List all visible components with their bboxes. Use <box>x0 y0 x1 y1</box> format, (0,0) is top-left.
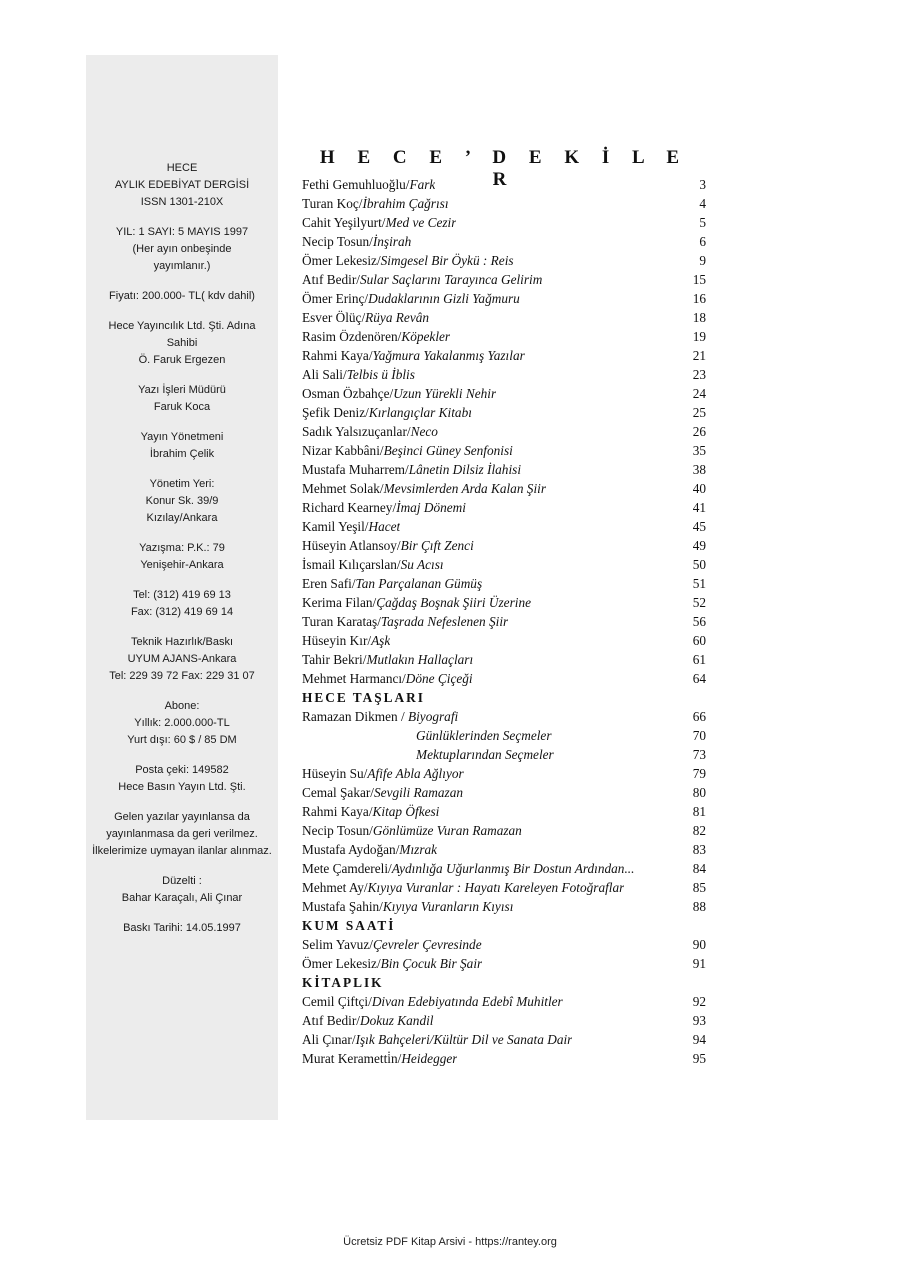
toc-entry-text <box>302 574 482 593</box>
toc-entry-text <box>302 707 458 726</box>
toc-author: Kamil Yeşil/ <box>302 519 369 534</box>
toc-work-title: Simgesel Bir Öykü : Reis <box>380 253 514 268</box>
toc-author: Mehmet Harmancı/ <box>302 671 406 686</box>
toc-entry <box>302 745 706 764</box>
toc-author: Murat Kerametti̇n/ <box>302 1051 402 1066</box>
toc-author: Kerima Filan/ <box>302 595 377 610</box>
toc-work-title: Divan Edebiyatında Edebî Muhitler <box>371 994 563 1009</box>
masthead-line: Konur Sk. 39/9 <box>145 495 219 507</box>
toc-entry-text <box>302 403 472 422</box>
toc-entry <box>302 327 706 346</box>
toc-work-title: Bin Çocuk Bir Şair <box>380 956 483 971</box>
toc-author: Hüseyin Atlansoy/ <box>302 538 401 553</box>
masthead <box>86 160 278 950</box>
toc-page-number: 91 <box>692 956 706 971</box>
toc-work-title: Med ve Cezir <box>385 215 457 230</box>
toc-work-title: Işık Bahçeleri/Kültür Dil ve Sanata Dair <box>355 1032 573 1047</box>
toc-entry <box>302 251 706 270</box>
toc-entry-text <box>302 612 508 631</box>
toc-entry <box>302 175 706 194</box>
toc-page-number: 95 <box>692 1051 706 1066</box>
toc-entry <box>302 612 706 631</box>
masthead-line: Faruk Koca <box>153 401 211 413</box>
masthead-line: Sahibi <box>166 337 198 349</box>
toc-author: İsmail Kılıçarslan/ <box>302 557 401 572</box>
toc-work-title: Afife Abla Ağlıyor <box>367 766 464 781</box>
toc-author: Osman Özbahçe/ <box>302 386 394 401</box>
masthead-line: Yayın Yönetmeni <box>140 431 224 443</box>
toc-author: Tahir Bekri/ <box>302 652 367 667</box>
toc-entry-text <box>302 1030 572 1049</box>
toc-page-number: 15 <box>692 272 706 287</box>
toc-entry <box>302 783 706 802</box>
toc-entry <box>302 726 706 745</box>
footer-note: Ücretsiz PDF Kitap Arsivi - https://rantey.org <box>343 1236 557 1248</box>
toc-work-title: Günlüklerinden Seçmeler <box>416 728 552 743</box>
toc-entry <box>302 897 706 916</box>
masthead-line: Düzelti : <box>162 875 202 887</box>
toc-entry <box>302 707 706 726</box>
toc-work-title: Uzun Yürekli Nehir <box>393 386 497 401</box>
toc-entry <box>302 289 706 308</box>
toc-author: Cemal Şakar/ <box>302 785 375 800</box>
masthead-block <box>86 873 278 907</box>
toc-work-title: Çevreler Çevresinde <box>372 937 482 952</box>
masthead-line: Yurt dışı: 60 $ / 85 DM <box>127 734 237 746</box>
toc-work-title: İmaj Dönemi <box>396 500 466 515</box>
toc-work-title: Yağmura Yakalanmış Yazılar <box>372 348 525 363</box>
toc-page-number: 45 <box>692 519 706 534</box>
toc-page-number: 93 <box>692 1013 706 1028</box>
masthead-line: HECE <box>166 162 198 174</box>
toc-entry-text <box>302 992 563 1011</box>
toc-entry-text <box>302 555 444 574</box>
toc-page-number: 3 <box>699 177 706 192</box>
toc-entry-text <box>302 631 390 650</box>
toc-page-number: 83 <box>692 842 706 857</box>
toc-author: Necip Tosun/ <box>302 823 373 838</box>
toc-author: Richard Kearney/ <box>302 500 397 515</box>
toc-page-number: 51 <box>692 576 706 591</box>
toc-page-number: 26 <box>692 424 706 439</box>
toc-work-title: İnşirah <box>372 234 412 249</box>
toc-entry <box>302 460 706 479</box>
toc-page-number: 90 <box>692 937 706 952</box>
toc-entry <box>302 935 706 954</box>
masthead-line: Hece Basın Yayın Ltd. Şti. <box>118 781 246 793</box>
toc-section-heading: KİTAPLIK <box>302 975 384 990</box>
toc-entry-text <box>302 536 474 555</box>
toc-entry-text <box>302 498 466 517</box>
toc-work-title: Çağdaş Boşnak Şiiri Üzerine <box>376 595 531 610</box>
toc-entry-text <box>302 251 514 270</box>
toc-entry-text <box>302 346 525 365</box>
toc-page-number: 52 <box>692 595 706 610</box>
toc-entry-text <box>302 460 521 479</box>
toc-work-title: Su Acısı <box>400 557 444 572</box>
toc-work-title: Biyografi <box>407 709 459 724</box>
toc-work-title: Dudaklarının Gizli Yağmuru <box>368 291 520 306</box>
toc-entry-text <box>302 764 464 783</box>
toc-page-number: 66 <box>692 709 706 724</box>
masthead-line: İbrahim Çelik <box>149 448 215 460</box>
toc-work-title: Taşrada Nefeslenen Şiir <box>380 614 509 629</box>
toc-work-title: Mektuplarından Seçmeler <box>416 747 554 762</box>
toc-author: Ömer Lekesiz/ <box>302 253 381 268</box>
toc-entry-text <box>302 1011 434 1030</box>
toc-entry <box>302 517 706 536</box>
masthead-line: yayımlanır.) <box>153 260 211 272</box>
toc-entry <box>302 555 706 574</box>
toc-entry-text <box>302 783 463 802</box>
toc-author: Mehmet Solak/ <box>302 481 384 496</box>
masthead-line: UYUM AJANS-Ankara <box>127 653 237 665</box>
masthead-block <box>86 160 278 211</box>
masthead-line: YIL: 1 SAYI: 5 MAYIS 1997 <box>115 226 249 238</box>
toc-author: Atıf Bedir/ <box>302 272 360 287</box>
masthead-line: Yönetim Yeri: <box>149 478 215 490</box>
toc-author: Rahmi Kaya/ <box>302 804 373 819</box>
masthead-line: Yazışma: P.K.: 79 <box>139 542 225 554</box>
toc-entry-text <box>302 859 634 878</box>
toc-entry <box>302 1030 706 1049</box>
toc-entry <box>302 593 706 612</box>
table-of-contents <box>302 175 706 1068</box>
toc-work-title: Tan Parçalanan Gümüş <box>355 576 483 591</box>
toc-entry-text <box>302 479 546 498</box>
toc-work-title: Kıyıya Vuranlar : Hayatı Kareleyen Fotoğraflar <box>367 880 625 895</box>
toc-page-number: 9 <box>699 253 706 268</box>
toc-entry <box>302 992 706 1011</box>
toc-page-number: 56 <box>692 614 706 629</box>
toc-author: Hüseyin Su/ <box>302 766 368 781</box>
toc-page-number: 80 <box>692 785 706 800</box>
toc-work-title: Beşinci Güney Senfonisi <box>383 443 513 458</box>
toc-page-number: 88 <box>692 899 706 914</box>
masthead-block <box>86 809 278 860</box>
masthead-line: (Her ayın onbeşinde <box>132 243 232 255</box>
toc-author: Mustafa Şahin/ <box>302 899 383 914</box>
toc-entry-text <box>302 327 450 346</box>
toc-entry-text <box>302 878 624 897</box>
toc-page-number: 50 <box>692 557 706 572</box>
toc-work-title: Lânetin Dilsiz İlahisi <box>408 462 522 477</box>
toc-page-number: 24 <box>692 386 706 401</box>
toc-entry <box>302 498 706 517</box>
toc-entry-text <box>302 669 473 688</box>
toc-section-heading: HECE TAŞLARI <box>302 690 425 705</box>
toc-page-number: 35 <box>692 443 706 458</box>
masthead-line: Baskı Tarihi: 14.05.1997 <box>123 922 241 934</box>
toc-page-number: 4 <box>699 196 706 211</box>
toc-entry-text <box>302 194 449 213</box>
toc-entry <box>302 954 706 973</box>
toc-entry-text <box>302 232 411 251</box>
toc-entry <box>302 821 706 840</box>
toc-page-number: 79 <box>692 766 706 781</box>
toc-page-number: 5 <box>699 215 706 230</box>
toc-entry <box>302 194 706 213</box>
masthead-line: Yazı İşleri Müdürü <box>138 384 226 396</box>
toc-work-title: Mızrak <box>399 842 438 857</box>
toc-author: Nizar Kabbâni/ <box>302 443 384 458</box>
toc-author: Ramazan Dikmen / <box>302 709 408 724</box>
masthead-line: Kızılay/Ankara <box>146 512 218 524</box>
toc-page-number: 61 <box>692 652 706 667</box>
toc-entry-text <box>302 175 435 194</box>
toc-page-number: 6 <box>699 234 706 249</box>
toc-page-number: 21 <box>692 348 706 363</box>
masthead-line: Tel: (312) 419 69 13 <box>133 589 231 601</box>
masthead-block <box>86 382 278 416</box>
toc-entry <box>302 479 706 498</box>
toc-page-number: 94 <box>692 1032 706 1047</box>
toc-work-title: Hacet <box>368 519 401 534</box>
toc-page-number: 18 <box>692 310 706 325</box>
toc-page-number: 25 <box>692 405 706 420</box>
masthead-block <box>86 698 278 749</box>
masthead-line: AYLIK EDEBİYAT DERGİSİ <box>114 179 250 191</box>
toc-page-number: 70 <box>692 728 706 743</box>
masthead-block <box>86 634 278 685</box>
toc-entry <box>302 346 706 365</box>
toc-author: Mustafa Aydoğan/ <box>302 842 400 857</box>
toc-entry-text <box>302 365 415 384</box>
toc-page-number: 85 <box>692 880 706 895</box>
toc-entry-text <box>302 422 438 441</box>
toc-author: Cemil Çiftçi/ <box>302 994 372 1009</box>
toc-entry-text <box>302 593 531 612</box>
masthead-block <box>86 224 278 275</box>
toc-author: Mustafa Muharrem/ <box>302 462 409 477</box>
masthead-line: Hece Yayıncılık Ltd. Şti. Adına <box>108 320 256 332</box>
toc-author: Rahmi Kaya/ <box>302 348 373 363</box>
masthead-line: ISSN 1301-210X <box>140 196 224 208</box>
toc-author: Selim Yavuz/ <box>302 937 373 952</box>
toc-entry <box>302 441 706 460</box>
toc-entry-text <box>302 650 473 669</box>
toc-entry-text <box>302 1049 457 1068</box>
toc-author: Rasim Özdenören/ <box>302 329 402 344</box>
masthead-block <box>86 920 278 937</box>
masthead-block <box>86 288 278 305</box>
masthead-block <box>86 318 278 369</box>
toc-author: Necip Tosun/ <box>302 234 373 249</box>
toc-entry <box>302 840 706 859</box>
toc-entry-text <box>302 821 522 840</box>
toc-work-title: Telbis ü İblis <box>346 367 415 382</box>
toc-entry <box>302 232 706 251</box>
toc-entry <box>302 213 706 232</box>
toc-entry <box>302 1049 706 1068</box>
toc-work-title: Dokuz Kandil <box>359 1013 434 1028</box>
masthead-block <box>86 587 278 621</box>
toc-author: Atıf Bedir/ <box>302 1013 360 1028</box>
toc-entry <box>302 270 706 289</box>
toc-author: Eren Safi/ <box>302 576 356 591</box>
toc-page-number: 73 <box>692 747 706 762</box>
toc-entry <box>302 878 706 897</box>
masthead-block <box>86 762 278 796</box>
toc-author: Ömer Erinç/ <box>302 291 369 306</box>
toc-page-number: 82 <box>692 823 706 838</box>
toc-entry <box>302 859 706 878</box>
masthead-line: Teknik Hazırlık/Baskı <box>130 636 234 648</box>
toc-author: Fethi Gemuhluoğlu/ <box>302 177 410 192</box>
toc-entry-text <box>302 935 482 954</box>
toc-work-title: Mevsimlerden Arda Kalan Şiir <box>383 481 547 496</box>
toc-work-title: Sevgili Ramazan <box>374 785 464 800</box>
toc-entry-text <box>302 384 496 403</box>
masthead-line: Bahar Karaçalı, Ali Çınar <box>121 892 243 904</box>
toc-entry-text <box>416 745 554 764</box>
toc-title: H E C E ’ D E K İ L E R <box>319 147 689 190</box>
masthead-line: Posta çeki: 149582 <box>135 764 229 776</box>
toc-work-title: Döne Çiçeği <box>405 671 473 686</box>
toc-author: Şefik Deniz/ <box>302 405 369 420</box>
masthead-block <box>86 476 278 527</box>
toc-work-title: İbrahim Çağrısı <box>362 196 449 211</box>
toc-entry <box>302 403 706 422</box>
toc-author: Ali Sali/ <box>302 367 347 382</box>
toc-page-number: 16 <box>692 291 706 306</box>
toc-author: Ali Çınar/ <box>302 1032 356 1047</box>
toc-page-number: 81 <box>692 804 706 819</box>
toc-page-number: 38 <box>692 462 706 477</box>
toc-entry-text <box>302 213 456 232</box>
toc-page-number: 19 <box>692 329 706 344</box>
toc-work-title: Heidegger <box>401 1051 458 1066</box>
toc-author: Turan Koç/ <box>302 196 363 211</box>
toc-entry-text <box>302 897 513 916</box>
toc-entry-text <box>302 840 437 859</box>
toc-author: Turan Karataş/ <box>302 614 381 629</box>
toc-entry <box>302 365 706 384</box>
toc-entry <box>302 1011 706 1030</box>
toc-author: Hüseyin Kır/ <box>302 633 372 648</box>
toc-author: Esver Ölüç/ <box>302 310 366 325</box>
toc-entry <box>302 802 706 821</box>
toc-entry <box>302 574 706 593</box>
toc-page-number: 23 <box>692 367 706 382</box>
masthead-line: Gelen yazılar yayınlansa da yayınlanmasa da geri verilmez. İlkelerimize uymayan ilanlar alınmaz. <box>92 811 272 857</box>
toc-work-title: Rüya Revân <box>365 310 430 325</box>
toc-author: Ömer Lekesiz/ <box>302 956 381 971</box>
toc-page-number: 41 <box>692 500 706 515</box>
toc-page-number: 84 <box>692 861 706 876</box>
masthead-line: Fax: (312) 419 69 14 <box>130 606 234 618</box>
toc-page-number: 49 <box>692 538 706 553</box>
toc-entry <box>302 308 706 327</box>
toc-page-number: 60 <box>692 633 706 648</box>
toc-entry <box>302 422 706 441</box>
toc-entry <box>302 631 706 650</box>
toc-entry-text <box>302 517 400 536</box>
toc-work-title: Kitap Öfkesi <box>372 804 440 819</box>
toc-work-title: Kırlangıçlar Kitabı <box>368 405 472 420</box>
toc-entry <box>302 764 706 783</box>
toc-author: Cahit Yeşilyurt/ <box>302 215 386 230</box>
toc-work-title: Gönlümüze Vuran Ramazan <box>372 823 522 838</box>
toc-entry <box>302 650 706 669</box>
toc-entry-text <box>416 726 552 745</box>
toc-author: Sadık Yalsızuçanlar/ <box>302 424 411 439</box>
toc-entry <box>302 669 706 688</box>
masthead-block <box>86 429 278 463</box>
toc-author: Mehmet Ay/ <box>302 880 368 895</box>
masthead-block <box>86 540 278 574</box>
toc-entry-text <box>302 270 542 289</box>
toc-work-title: Kıyıya Vuranların Kıyısı <box>382 899 514 914</box>
masthead-line: Yıllık: 2.000.000-TL <box>134 717 230 729</box>
toc-entry <box>302 536 706 555</box>
toc-entry-text <box>302 441 513 460</box>
toc-entry-text <box>302 954 482 973</box>
masthead-line: Fiyatı: 200.000- TL( kdv dahil) <box>109 290 255 302</box>
toc-entry <box>302 384 706 403</box>
masthead-line: Abone: <box>164 700 200 712</box>
toc-page-number: 92 <box>692 994 706 1009</box>
toc-entry-text <box>302 308 429 327</box>
toc-page-number: 64 <box>692 671 706 686</box>
toc-author: Mete Çamdereli/ <box>302 861 392 876</box>
toc-work-title: Neco <box>410 424 438 439</box>
toc-entry-text <box>302 289 520 308</box>
masthead-line: Ö. Faruk Ergezen <box>138 354 226 366</box>
masthead-line: Yenişehir-Ankara <box>140 559 224 571</box>
toc-work-title: Köpekler <box>401 329 451 344</box>
toc-section-heading: KUM SAATİ <box>302 918 396 933</box>
toc-work-title: Sular Saçlarını Tarayınca Gelirim <box>359 272 543 287</box>
masthead-line: Tel: 229 39 72 Fax: 229 31 07 <box>109 670 255 682</box>
toc-work-title: Fark <box>409 177 436 192</box>
toc-page-number: 40 <box>692 481 706 496</box>
toc-work-title: Aşk <box>371 633 391 648</box>
toc-work-title: Mutlakın Hallaçları <box>366 652 474 667</box>
toc-work-title: Aydınlığa Uğurlanmış Bir Dostun Ardından... <box>391 861 635 876</box>
toc-work-title: Bir Çıft Zenci <box>400 538 474 553</box>
toc-entry-text <box>302 802 439 821</box>
